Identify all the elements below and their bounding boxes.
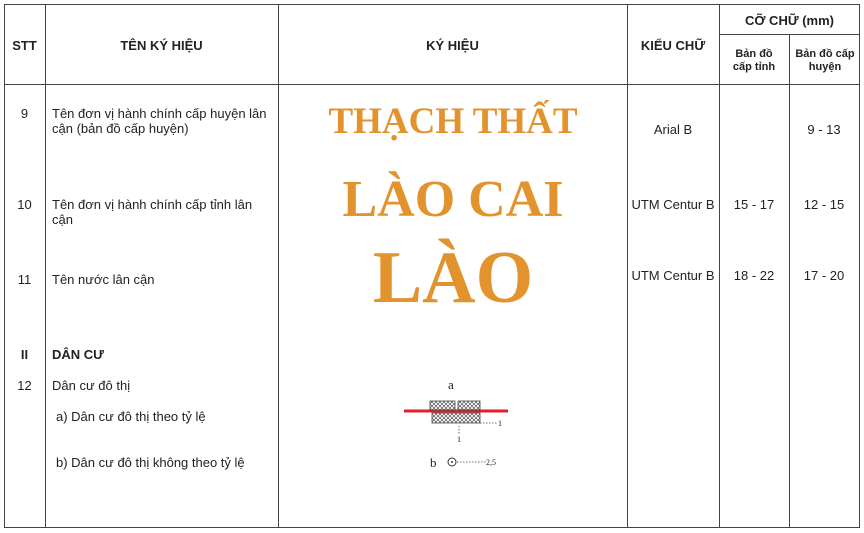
- row-size-huyen: 17 - 20: [803, 268, 845, 283]
- row-size-huyen: 12 - 15: [803, 197, 845, 212]
- row-font: UTM Centur B: [631, 197, 715, 212]
- row-size-tinh: 18 - 22: [733, 268, 775, 283]
- header-co-chu: CỠ CHỮ (mm): [744, 13, 835, 28]
- label-b: b: [430, 455, 437, 470]
- row-name: Tên đơn vị hành chính cấp tỉnh lân cận: [52, 197, 253, 227]
- row-stt: 9: [20, 106, 29, 121]
- symbol-text-lao: LÀO: [372, 237, 534, 319]
- dim-label: 1: [457, 435, 461, 444]
- block: [458, 401, 480, 410]
- dim-label: 1: [498, 419, 502, 428]
- row-stt: 10: [17, 197, 32, 212]
- label-a: a: [448, 377, 454, 392]
- block: [432, 413, 480, 423]
- row-font: UTM Centur B: [631, 268, 715, 283]
- symbol-text-thach-that: THẠCH THẤT: [328, 101, 578, 142]
- col-border: [45, 4, 46, 528]
- row-size-huyen: 9 - 13: [807, 122, 841, 137]
- section-stt: II: [20, 347, 29, 362]
- row-size-tinh: 15 - 17: [733, 197, 775, 212]
- row-name: Tên nước lân cận: [52, 272, 155, 287]
- col-border: [4, 4, 5, 528]
- block: [430, 401, 455, 410]
- header-ban-do-cap-tinh: Bản đồ cấp tỉnh: [732, 48, 776, 73]
- sub-item-a: a) Dân cư đô thị theo tỷ lệ: [56, 409, 206, 424]
- table-border-top: [4, 4, 860, 5]
- row-stt: 11: [17, 272, 32, 287]
- symbol-text-lao-cai: LÀO CAI: [342, 171, 564, 228]
- dim-label: 2,5: [486, 458, 496, 467]
- row-name: Dân cư đô thị: [52, 378, 131, 393]
- point-dot: [451, 461, 453, 463]
- row-font: Arial B: [653, 122, 693, 137]
- header-kieu-chu: KIỂU CHỮ: [640, 38, 706, 53]
- header-ten-ky-hieu: TÊN KÝ HIỆU: [120, 38, 203, 53]
- urban-settlement-point-symbol: [424, 452, 524, 474]
- col-border: [719, 4, 720, 528]
- header-ky-hieu: KÝ HIỆU: [426, 38, 479, 53]
- row-stt: 12: [17, 378, 32, 393]
- table-border-bottom: [4, 527, 860, 528]
- col-border: [859, 4, 860, 528]
- row-name: Tên đơn vị hành chính cấp huyện lân cận (bản đồ cấp huyện): [52, 106, 267, 136]
- header-stt: STT: [12, 38, 37, 53]
- legend-table: [4, 4, 860, 528]
- sub-item-b: b) Dân cư đô thị không theo tỷ lệ: [56, 455, 245, 470]
- header-ban-do-cap-huyen: Bản đồ cấp huyện: [795, 48, 855, 73]
- header-divider: [4, 84, 860, 85]
- section-title: DÂN CƯ: [52, 347, 104, 362]
